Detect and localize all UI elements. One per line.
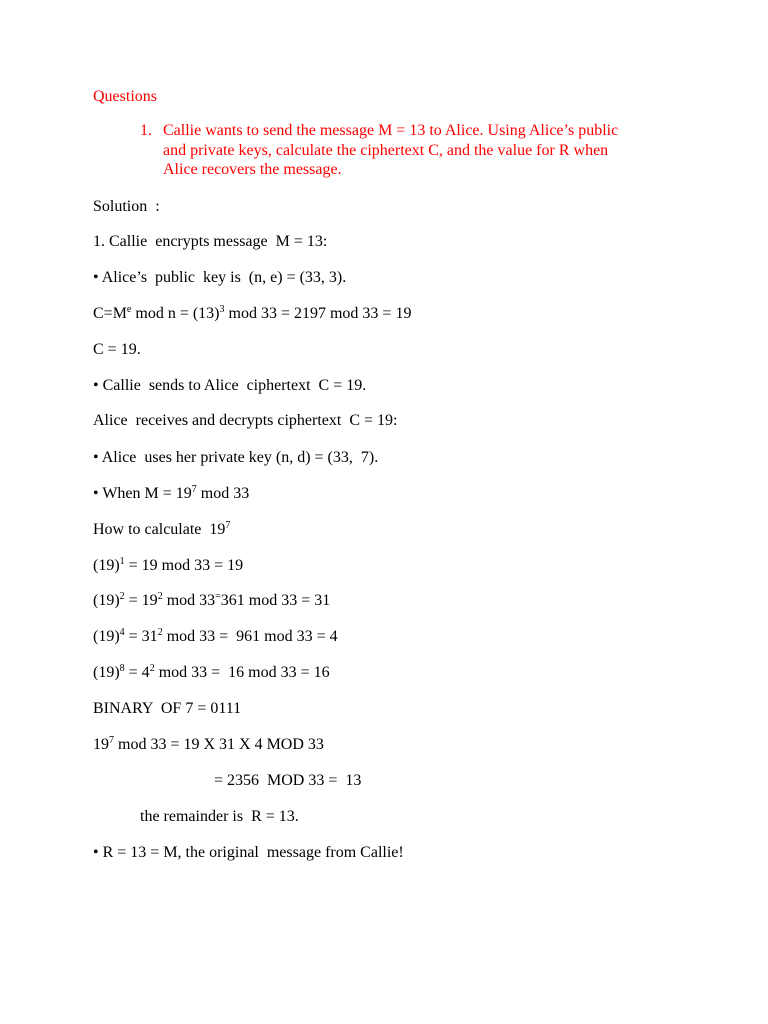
power-1-line: $(19)^1 = 19$ mod 33 = 19 (93, 556, 244, 574)
product-line: $19^7$ mod 33 = 19 X 31 X 4 MOD 33 (93, 735, 324, 753)
product-result-line: = 2356 MOD 33 = 13 (214, 772, 362, 789)
power-4-line: $(19)^4 = 31^2$ mod 33 = 961 mod 33 = 4 (93, 627, 338, 645)
ciphertext-result: C = 19. (93, 341, 141, 358)
sends-bullet: • Callie sends to Alice ciphertext C = 19. (93, 377, 367, 394)
power-8-line: $(19)^8 = 4^2$ mod 33 = 16 mod 33 = 16 (93, 663, 330, 681)
step-encrypt: 1. Callie encrypts message M = 13: (93, 233, 328, 250)
question-line-2: and private keys, calculate the ciphertext C, and the value for R when (163, 142, 609, 159)
remainder-line: the remainder is R = 13. (140, 808, 299, 825)
public-key-bullet: • Alice’s public key is (n, e) = (33, 3). (93, 269, 347, 286)
how-to-calculate: How to calculate $19^7$ (93, 520, 231, 538)
conclusion-bullet: • R = 13 = M, the original message from Callie! (93, 844, 404, 861)
question-line-1: Callie wants to send the message M = 13 to Alice. Using Alice’s public (163, 122, 619, 139)
decryption-formula: • When $M = 19^7$ mod 33 (93, 484, 250, 502)
question-line-3: Alice recovers the message. (163, 161, 342, 178)
encryption-formula: $C=M^e$ mod $n = (13)^3$ mod 33 = 2197 mod 33 = 19 (93, 304, 412, 322)
solution-heading: Solution : (93, 198, 160, 215)
questions-heading: Questions (93, 88, 157, 105)
question-number: 1. (140, 122, 152, 139)
private-key-bullet: • Alice uses her private key (n, d) = (33, 7). (93, 449, 379, 466)
power-2-line: $(19)^2 = 19^2$ mod 33=361 mod 33 = 31 (93, 591, 331, 609)
binary-line: BINARY OF 7 = 0111 (93, 700, 242, 717)
decrypt-heading: Alice receives and decrypts ciphertext C = 19: (93, 412, 398, 429)
